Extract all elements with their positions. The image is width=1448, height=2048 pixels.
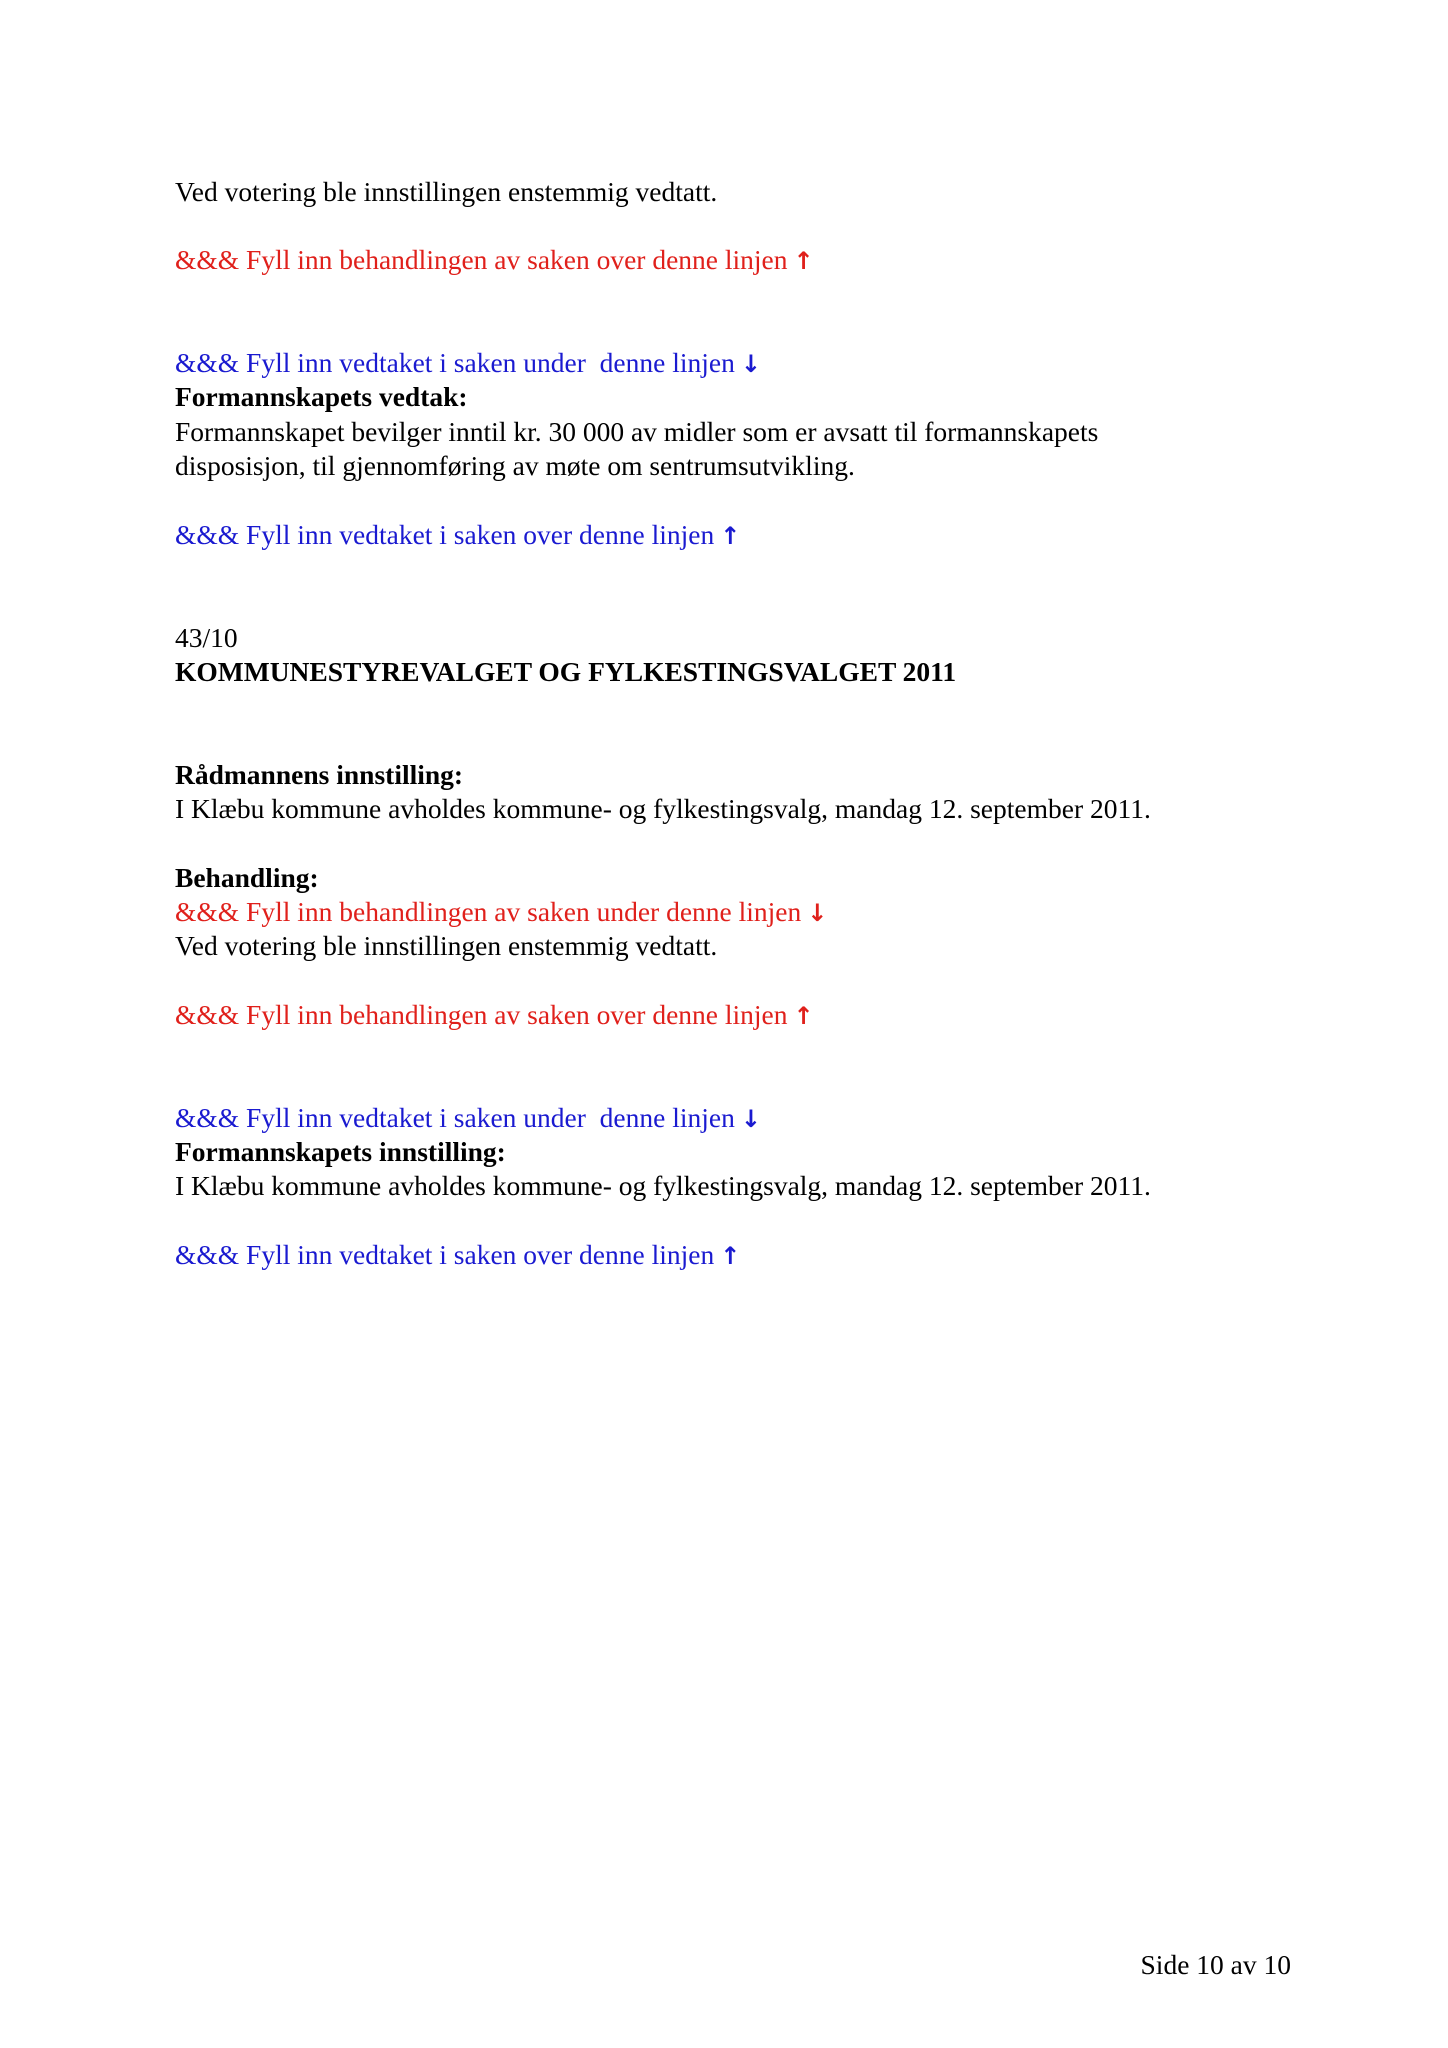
vedtak-under-marker-text: &&& Fyll inn vedtaket i saken under denne linjen: [175, 347, 735, 378]
vedtak-under-marker-text: &&& Fyll inn vedtaket i saken under denne linjen: [175, 1102, 735, 1133]
case-title: KOMMUNESTYREVALGET OG FYLKESTINGSVALGET 2011: [175, 656, 957, 687]
vedtak-heading: Formannskapets vedtak:: [175, 381, 468, 412]
vedtak-under-marker: [175, 346, 761, 381]
vedtak-over-marker: [175, 518, 740, 553]
behandling-over-marker: [175, 243, 814, 278]
radmann-heading: Rådmannens innstilling:: [175, 759, 464, 790]
behandling-over-marker-text: &&& Fyll inn behandlingen av saken over denne linjen: [175, 999, 788, 1030]
behandling-under-marker: [175, 895, 827, 930]
voting-result-text: Ved votering ble innstillingen enstemmig vedtatt.: [175, 176, 718, 207]
voting-result-text: Ved votering ble innstillingen enstemmig vedtatt.: [175, 930, 718, 961]
vedtak-over-marker-text: &&& Fyll inn vedtaket i saken over denne linjen: [175, 519, 715, 550]
behandling-under-marker-text: &&& Fyll inn behandlingen av saken under denne linjen: [175, 896, 802, 927]
vedtak-under-marker: [175, 1101, 761, 1136]
arrow-up-icon: ↑: [793, 1002, 814, 1030]
radmann-text: I Klæbu kommune avholdes kommune- og fylkestingsvalg, mandag 12. september 2011.: [175, 793, 1151, 824]
vedtak-text-line-2: disposisjon, til gjennomføring av møte om sentrumsutvikling.: [175, 450, 855, 481]
vedtak-text-line-1: Formannskapet bevilger inntil kr. 30 000 av midler som er avsatt til formannskapets: [175, 416, 1099, 447]
formannskap-text: I Klæbu kommune avholdes kommune- og fylkestingsvalg, mandag 12. september 2011.: [175, 1170, 1151, 1201]
arrow-up-icon: ↑: [720, 1242, 741, 1270]
arrow-up-icon: ↑: [720, 522, 741, 550]
behandling-over-marker-text: &&& Fyll inn behandlingen av saken over denne linjen: [175, 244, 788, 275]
vedtak-over-marker-text: &&& Fyll inn vedtaket i saken over denne linjen: [175, 1239, 715, 1270]
arrow-down-icon: ↓: [740, 350, 761, 378]
arrow-down-icon: ↓: [807, 899, 828, 927]
page-number-footer: Side 10 av 10: [1140, 1949, 1291, 1980]
case-number: 43/10: [175, 622, 238, 653]
arrow-up-icon: ↑: [793, 247, 814, 275]
behandling-heading: Behandling:: [175, 862, 319, 893]
arrow-down-icon: ↓: [740, 1105, 761, 1133]
formannskap-heading: Formannskapets innstilling:: [175, 1136, 506, 1167]
behandling-over-marker: [175, 998, 814, 1033]
vedtak-over-marker: [175, 1238, 740, 1273]
